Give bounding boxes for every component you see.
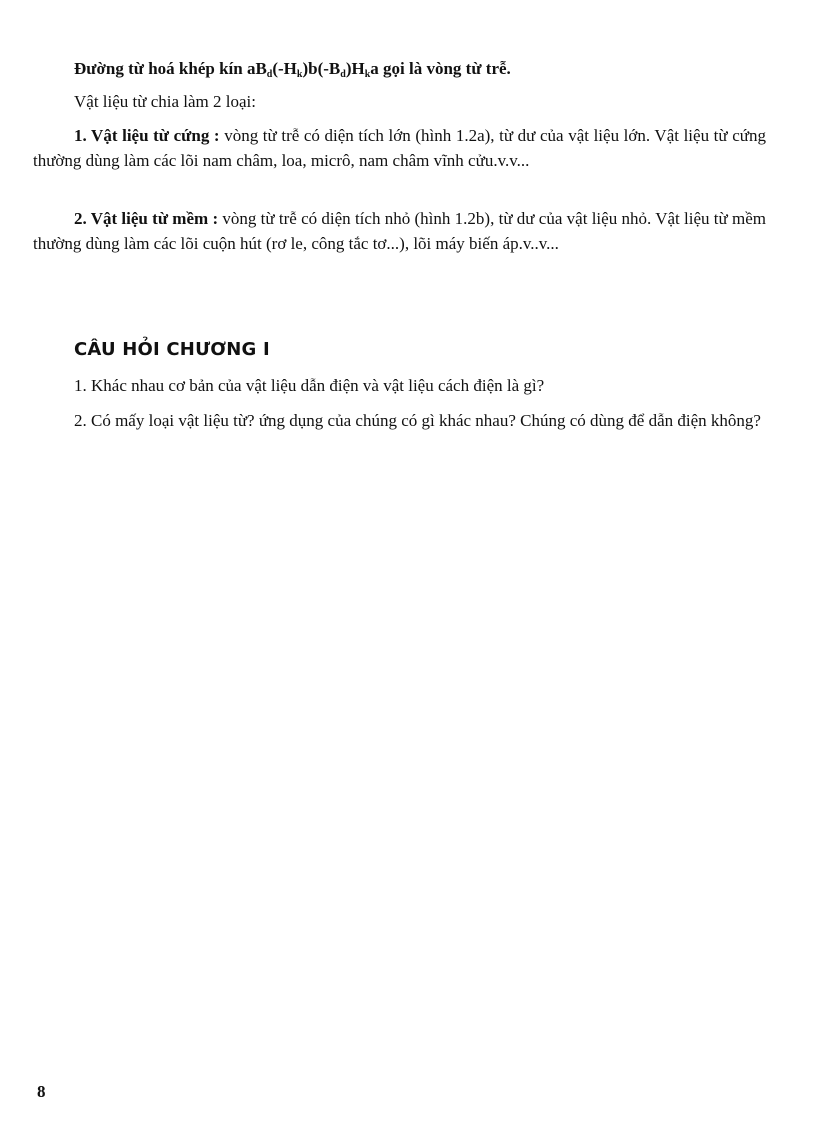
question-2: [33, 408, 766, 433]
hard-material-label: 1. Vật liệu từ cứng :: [74, 126, 220, 145]
question-1-text: 1. Khác nhau cơ bản của vật liệu dẫn điện và vật liệu cách điện là gì?: [74, 376, 545, 395]
classification-paragraph: [33, 89, 766, 114]
soft-material-label: 2. Vật liệu từ mềm :: [74, 209, 219, 228]
question-2-text: 2. Có mấy loại vật liệu từ? ứng dụng của chúng có gì khác nhau? Chúng có dùng để dẫn điện không?: [74, 411, 761, 430]
soft-material-text: vòng từ trễ có diện tích nhỏ (hình 1.2b), từ dư của vật liệu nhỏ. Vật liệu từ mềm thường dùng làm các lõi cuộn hút (rơ le, công tắc tơ...), lõi máy biến áp.v..v...: [33, 209, 766, 253]
page-number: 8: [37, 1082, 46, 1101]
question-1: [33, 373, 766, 398]
loop-definition-paragraph: [33, 56, 766, 81]
hard-material-text: vòng từ trễ có diện tích lớn (hình 1.2a), từ dư của vật liệu lớn. Vật liệu từ cứng thường dùng làm các lõi nam châm, loa, micrô, nam châm vĩnh cửu.v.v...: [33, 126, 766, 170]
soft-material-paragraph: [33, 206, 766, 256]
loop-definition-text: Đường từ hoá khép kín $aB_d(-H_k)b(-B_d)H_ka$ gọi là vòng từ trễ.: [74, 59, 511, 80]
classification-text: Vật liệu từ chia làm 2 loại:: [74, 92, 256, 111]
chapter-questions-heading: CÂU HỎI CHƯƠNG I: [74, 339, 270, 360]
hard-material-paragraph: [33, 123, 766, 173]
